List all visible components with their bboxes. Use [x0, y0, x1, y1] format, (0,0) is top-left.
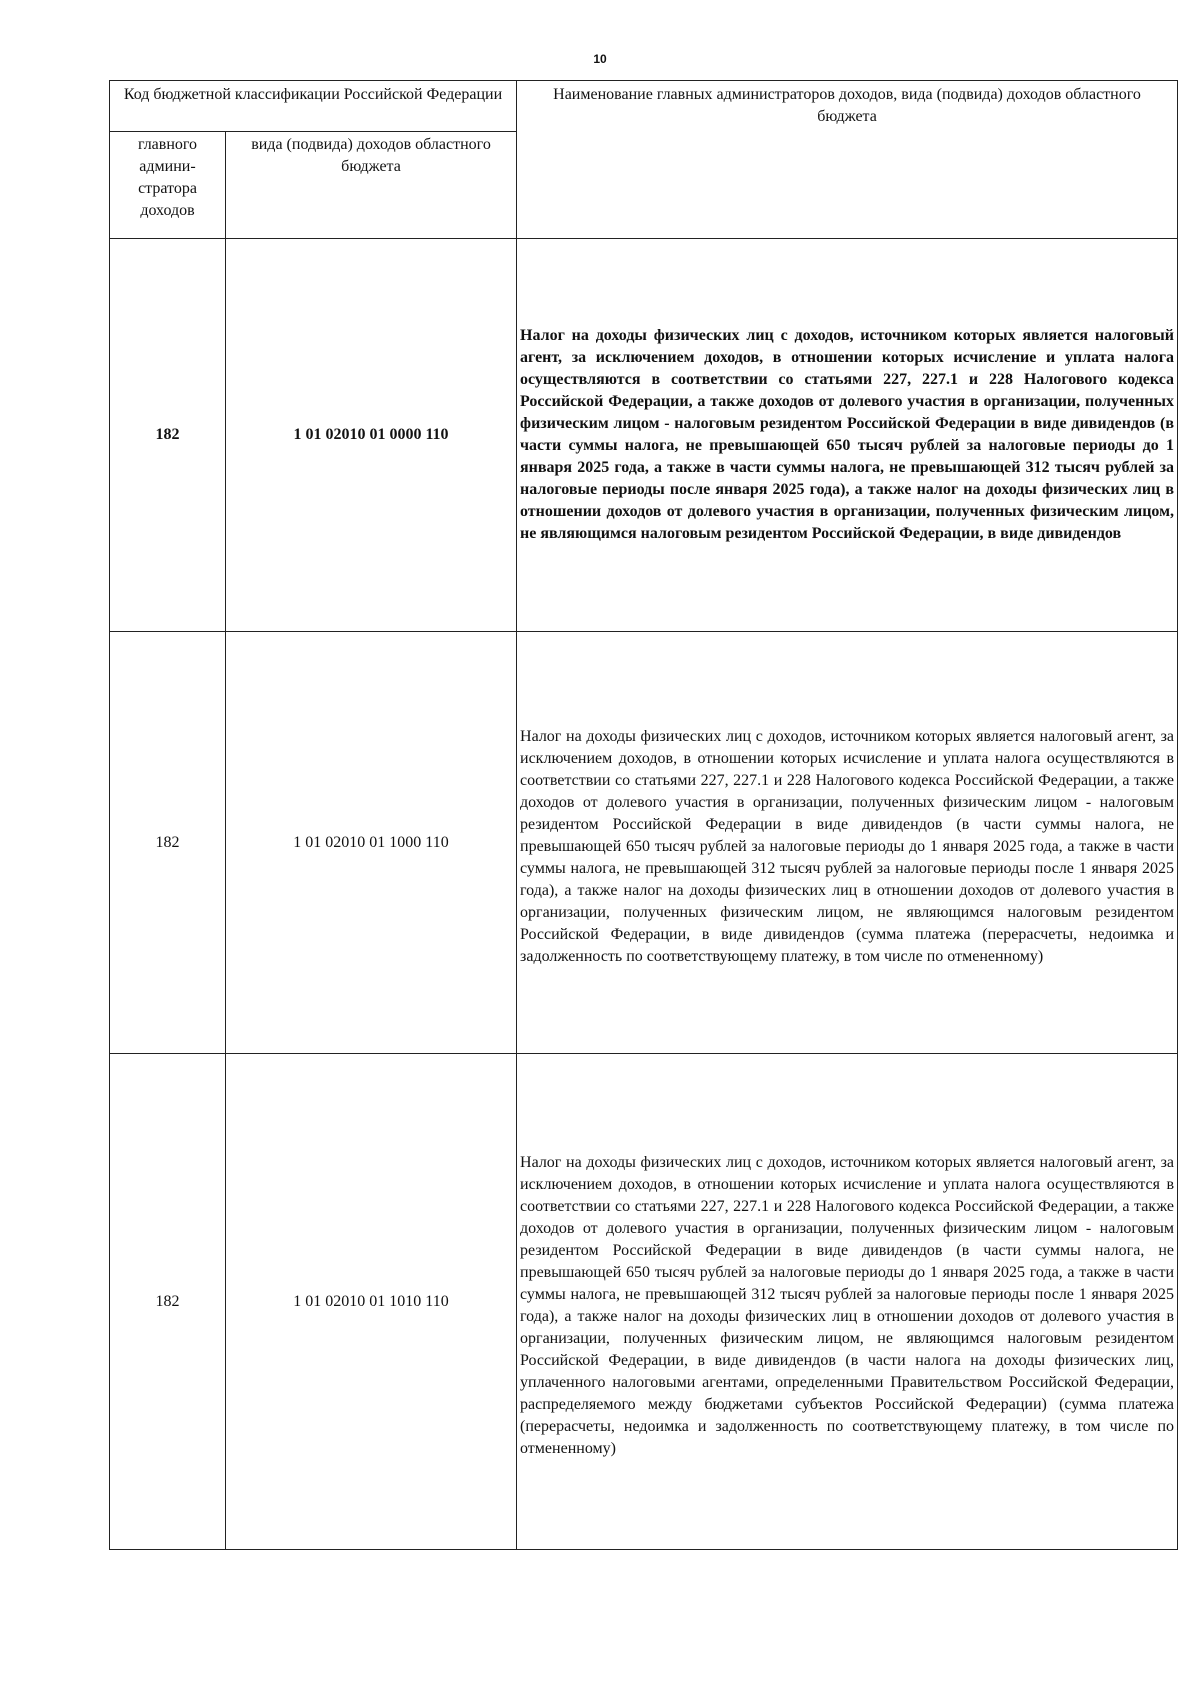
page-number: 10: [593, 52, 607, 66]
income-name-cell: Налог на доходы физических лиц с доходов, источником которых является налоговый агент, за исключением доходов, в отношении которых исчисление и уплата налога осуществляются в соответствии со статьями 227, 227.1 и 228 Налогового кодекса Российской Федерации, а также доходов от долевого участия в организации, полученных физическим лицом - налоговым резидентом Российской Федерации в виде дивидендов (в части суммы налога, не превышающей 650 тысяч рублей за налоговые периоды до 1 января 2025 года, а также в части суммы налога, не превышающей 312 тысяч рублей за налоговые периоды после 1 января 2025 года), а также налог на доходы физических лиц в отношении доходов от долевого участия в организации, полученных физическим лицом, не являющимся налоговым резидентом Российской Федерации, в виде дивидендов (в части налога на доходы физических лиц, уплаченного налоговыми агентами, определенными Правительством Российской Федерации, распределяемого между бюджетами субъектов Российской Федерации) (сумма платежа (перерасчеты, недоимка и задолженность по соответствующему платежу, в том числе по отмененному): [517, 1054, 1178, 1550]
income-name-cell: Налог на доходы физических лиц с доходов, источником которых является налоговый агент, за исключением доходов, в отношении которых исчисление и уплата налога осуществляются в соответствии со статьями 227, 227.1 и 228 Налогового кодекса Российской Федерации, а также доходов от долевого участия в организации, полученных физическим лицом - налоговым резидентом Российской Федерации в виде дивидендов (в части суммы налога, не превышающей 650 тысяч рублей за налоговые периоды до 1 января 2025 года, а также в части суммы налога, не превышающей 312 тысяч рублей за налоговые периоды после января 2025 года), а также налог на доходы физических лиц в отношении доходов от долевого участия в организации, полученных физическим лицом, не являющимся налоговым резидентом Российской Федерации, в виде дивидендов: [517, 239, 1178, 632]
income-code-cell: 1 01 02010 01 1000 110: [226, 632, 517, 1054]
table-row: [110, 1054, 1178, 1550]
header-name-column: Наименование главных администраторов доходов, вида (подвида) доходов областного бюджета: [517, 81, 1178, 239]
header-kbk-group: Код бюджетной классификации Российской Федерации: [110, 81, 517, 132]
header-admin-code-column: главного админи-стратора доходов: [110, 132, 226, 239]
admin-code-cell: 182: [110, 632, 226, 1054]
income-name-cell: Налог на доходы физических лиц с доходов, источником которых является налоговый агент, за исключением доходов, в отношении которых исчисление и уплата налога осуществляются в соответствии со статьями 227, 227.1 и 228 Налогового кодекса Российской Федерации, а также доходов от долевого участия в организации, полученных физическим лицом - налоговым резидентом Российской Федерации в виде дивидендов (в части суммы налога, не превышающей 650 тысяч рублей за налоговые периоды до 1 января 2025 года, а также в части суммы налога, не превышающей 312 тысяч рублей за налоговые периоды после 1 января 2025 года), а также налог на доходы физических лиц в отношении доходов от долевого участия в организации, полученных физическим лицом, не являющимся налоговым резидентом Российской Федерации, в виде дивидендов (сумма платежа (перерасчеты, недоимка и задолженность по соответствующему платежу, в том числе по отмененному): [517, 632, 1178, 1054]
admin-code-cell: 182: [110, 239, 226, 632]
income-code-cell: 1 01 02010 01 1010 110: [226, 1054, 517, 1550]
header-income-code-column: вида (подвида) доходов областного бюджета: [226, 132, 517, 239]
income-code-cell: 1 01 02010 01 0000 110: [226, 239, 517, 632]
table-header-row: [110, 81, 1178, 132]
budget-classification-table: [109, 80, 1178, 1550]
table-row: [110, 632, 1178, 1054]
table-row: [110, 239, 1178, 632]
admin-code-cell: 182: [110, 1054, 226, 1550]
